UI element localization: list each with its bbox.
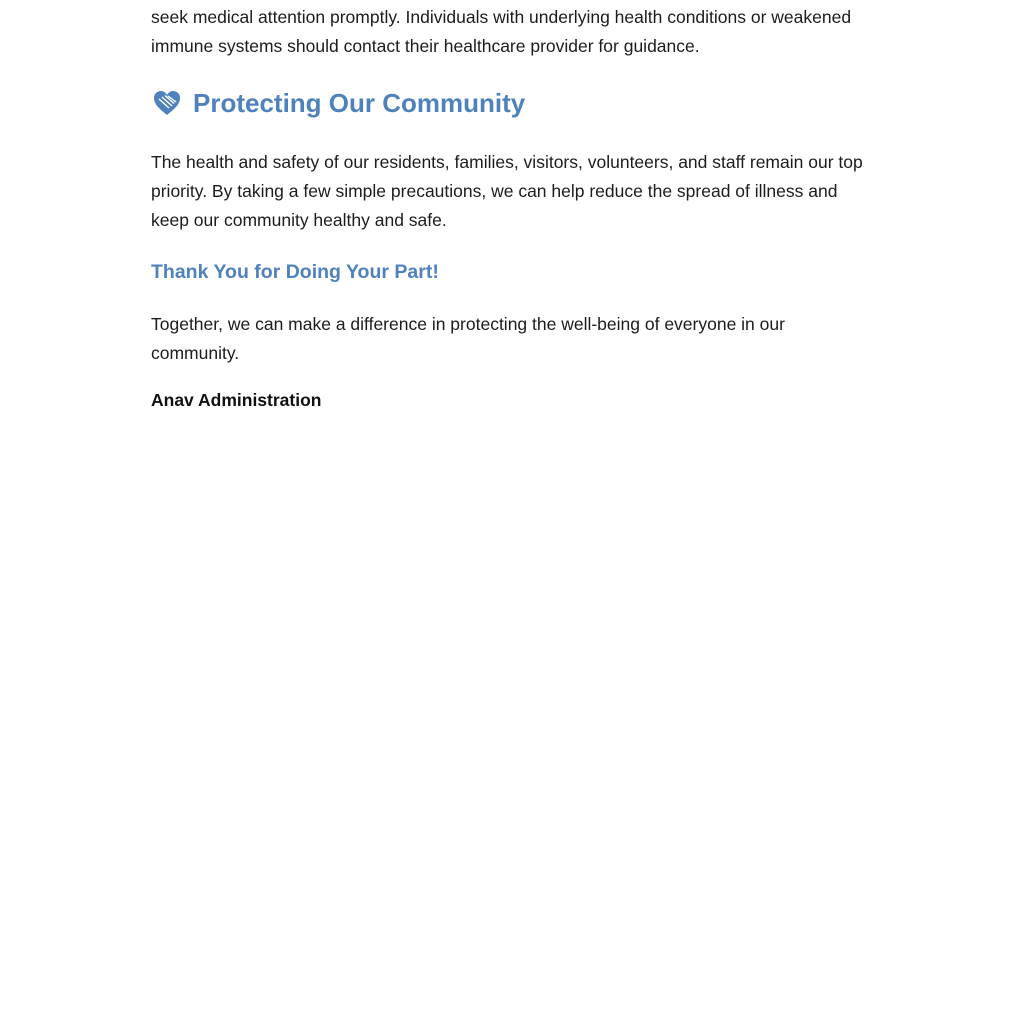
section-heading [151,86,525,120]
thanks-paragraph: Together, we can make a difference in protecting the well-being of everyone in our community. [151,314,785,363]
heart-icon [151,87,183,119]
thanks-heading: Thank You for Doing Your Part! [151,261,439,283]
signature: Anav Administration [151,390,322,410]
intro-paragraph: seek medical attention promptly. Individuals with underlying health conditions or weakened immune systems should contact their healthcare provider for guidance. [151,7,852,56]
section-title: Protecting Our Community [193,88,526,118]
community-paragraph: The health and safety of our residents, families, visitors, volunteers, and staff remain our top priority. By taking a few simple precautions, we can help reduce the spread of illness and keep our community healthy and safe. [151,152,863,230]
